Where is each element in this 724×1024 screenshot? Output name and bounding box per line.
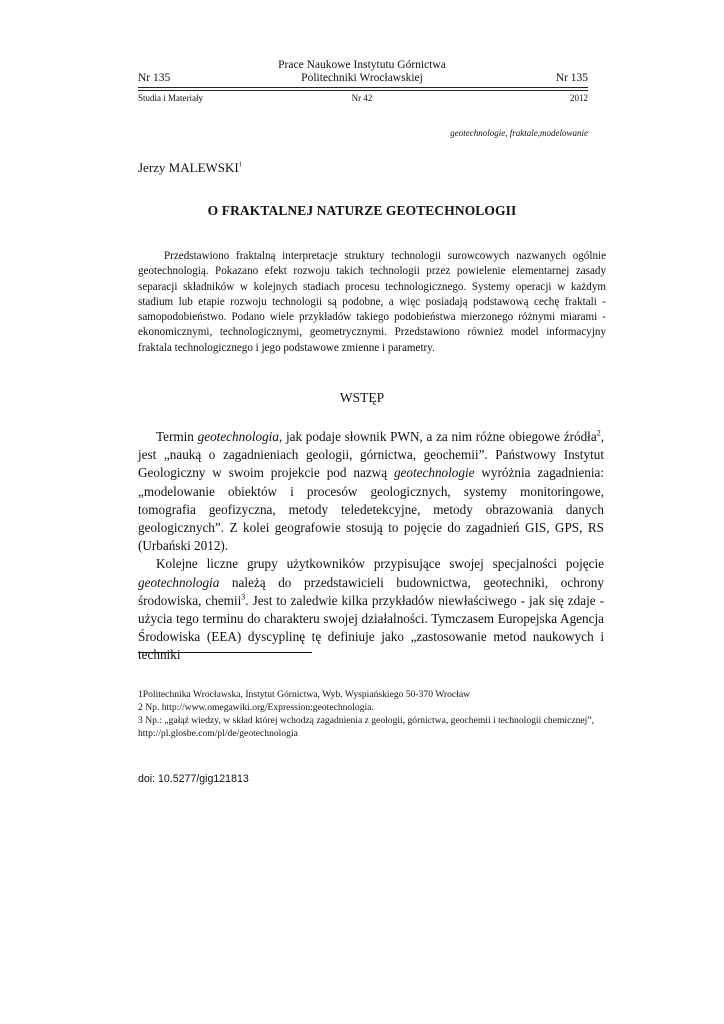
paper-title: O FRAKTALNEJ NATURZE GEOTECHNOLOGII	[207, 203, 517, 218]
footnote-1: 1Politechnika Wrocławska, Instytut Górnictwa, Wyb. Wyspiańskiego 50-370 Wrocław	[138, 689, 471, 700]
paragraph-1	[138, 428, 604, 555]
p2-text-2: należą do przedstawicieli budownictwa, geotechniki, ochrony środowiska, chemii	[138, 574, 604, 608]
footnote-3: 3 Np.: „gałąź wiedzy, w skład której wchodzą zagadnienia z geologii, górnictwa, geochemii i technologii chemicznej”, http://pl.glosbe.com/pl/de/geotechnologia	[138, 715, 594, 739]
journal-name: Prace Naukowe Instytutu Górnictwa	[278, 59, 446, 71]
publication-year: 2012	[570, 93, 588, 103]
p1-term-2: geotechnologie	[393, 465, 475, 481]
keywords: geotechnologie, fraktale,modelowanie	[450, 128, 588, 138]
series-issue: Nr 42	[351, 93, 373, 103]
p1-text-1: Termin	[156, 429, 198, 444]
section-heading: WSTĘP	[339, 390, 385, 405]
p1-term-1: geotechnologia	[197, 429, 279, 444]
p1-text-3: , jest „nauką o zagadnieniach geologii, górnictwa, geochemii”. Państwowy Instytut Geologiczny w swoim projekcie pod nazwą	[138, 429, 604, 481]
author-name: Jerzy MALEWSKI	[138, 160, 239, 175]
footnotes	[138, 688, 604, 740]
paragraph-2	[138, 555, 604, 664]
author	[138, 160, 242, 176]
footnote-ref-2: 2	[596, 428, 601, 438]
p2-text-3: . Jest to zaledwie kilka przykładów niewłaściwego - jak się zdaje - użycia tego terminu do charakteru swojej działalności. Tymczasem Europejska Agencja Środowiska (EEA) dyscyplinę tę definiuje jako „zastosowanie metod naukowych i techniki	[138, 592, 604, 663]
p1-text-4: wyróżnia zagadnienia: „modelowanie obiektów i procesów geologicznych, systemy monitoringowe, tomografia geofizyczna, metody teledetekcyjne, metody obrazowania danych geologicznych”. Z kolei geografowie stosują to pojęcie do zagadnień GIS, GPS, RS (Urbański 2012).	[138, 465, 605, 554]
issue-number-right: Nr 135	[555, 72, 588, 84]
doi: doi: 10.5277/gig121813	[138, 773, 249, 785]
body-text	[138, 428, 604, 665]
footnote-ref-3: 3	[241, 592, 246, 602]
p1-text-2: , jak podaje słownik PWN, a za nim różne obiegowe źródła	[278, 429, 597, 444]
footnote-divider	[138, 652, 312, 653]
header-divider	[138, 87, 588, 91]
series-name: Studia i Materiały	[138, 93, 203, 103]
p2-text-1: Kolejne liczne grupy użytkowników przypisujące swojej specjalności pojęcie	[156, 556, 604, 572]
author-affiliation-ref: 1	[238, 160, 243, 169]
issue-number-left: Nr 135	[138, 72, 171, 84]
p2-term-1: geotechnologia	[138, 574, 220, 590]
abstract: Przedstawiono fraktalną interpretacje struktury technologii surowcowych nazwanych ogólnie geotechnologią. Pokazano efekt rozwoju takich technologii przez powielenie elementarnej zasady separacji składników w kolejnych stadiach procesu technologicznego. Systemy operacji w każdym stadium lub etapie rozwoju technologii są podobne, a więc posiadają podstawową cechę fraktali - samopodobieństwo. Podano wiele przykładów takiego podobieństwa mierzonego różnymi miarami - ekonomicznymi, technologicznymi, geometrycznymi. Przedstawiono również model informacyjny fraktala technologicznego i jego podstawowe zmienne i parametry.	[138, 250, 606, 354]
journal-institution: Politechniki Wrocławskiej	[301, 72, 423, 84]
footnote-2: 2 Np. http://www.omegawiki.org/Expression:geotechnologia.	[138, 702, 374, 713]
